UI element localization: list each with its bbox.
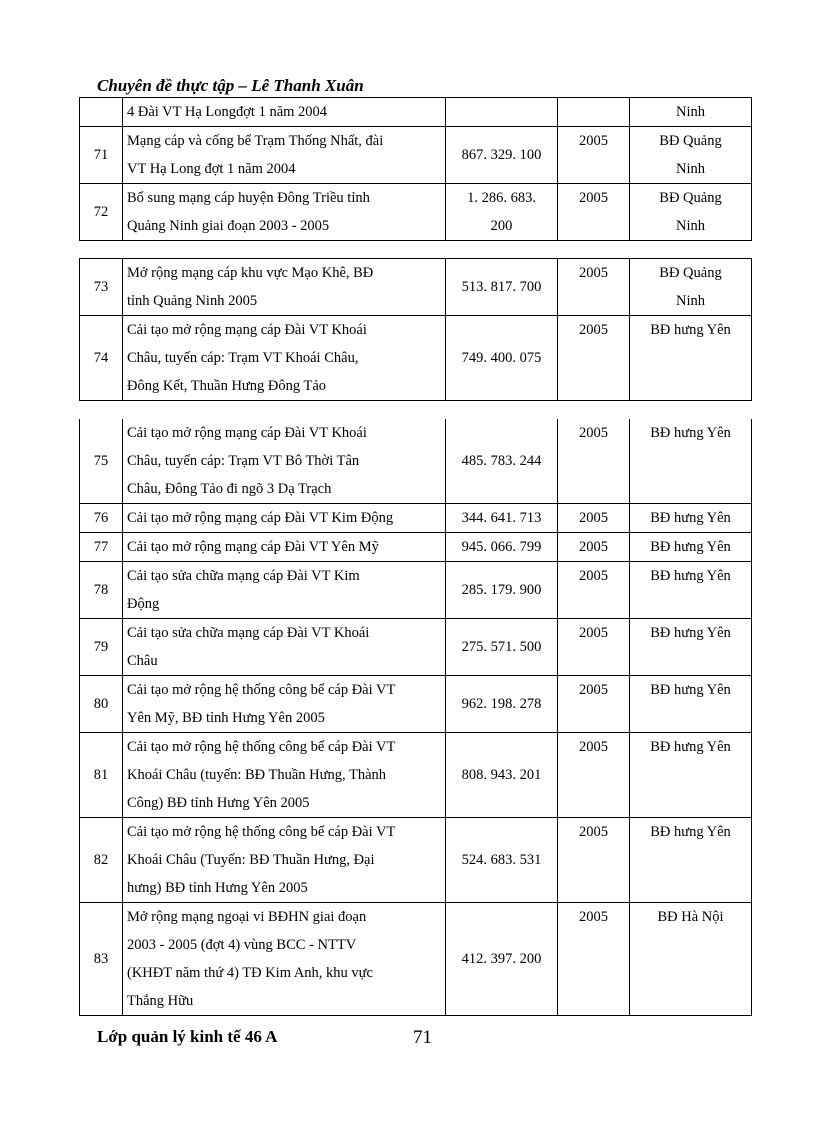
table-row <box>80 316 752 401</box>
cell-description-line: Công) BĐ tỉnh Hưng Yên 2005 <box>127 795 310 811</box>
table-row <box>80 98 752 127</box>
cell-unit <box>630 562 752 619</box>
cell-no <box>80 733 123 818</box>
cell-year-line: 2005 <box>579 425 608 441</box>
cell-unit <box>630 259 752 316</box>
cell-year-line: 2005 <box>579 133 608 149</box>
cell-year-line: 2005 <box>579 909 608 925</box>
cell-no-line: 80 <box>93 696 109 712</box>
cell-description-line: Châu <box>127 653 158 669</box>
footer-class-name: Lớp quản lý kinh tế 46 A <box>97 1027 278 1046</box>
cell-no <box>80 184 123 241</box>
cell-no <box>80 127 123 184</box>
cell-no-line: 72 <box>93 204 109 220</box>
table-row <box>80 733 752 818</box>
cell-year-line: 2005 <box>579 739 608 755</box>
cell-year <box>558 733 630 818</box>
cell-cost-line: 485. 783. 244 <box>461 453 542 469</box>
cell-description <box>123 619 446 676</box>
cell-cost <box>446 504 558 533</box>
cell-no-line: 83 <box>93 951 109 967</box>
cell-cost-line: 945. 066. 799 <box>461 539 542 555</box>
cell-no <box>80 903 123 1016</box>
cell-year <box>558 562 630 619</box>
cell-unit-line: BĐ Quảng <box>659 190 722 206</box>
cell-cost-line: 867. 329. 100 <box>461 147 542 163</box>
cell-year <box>558 184 630 241</box>
cell-no-line: 79 <box>93 639 109 655</box>
cell-description-line: hưng) BĐ tỉnh Hưng Yên 2005 <box>127 880 308 896</box>
cell-description-line: Cải tạo mở rộng hệ thống công bể cáp Đài VT <box>127 824 396 840</box>
cell-no-line: 76 <box>93 510 109 526</box>
cell-description-line: Khoái Châu (Tuyến: BĐ Thuần Hưng, Đại <box>127 852 375 868</box>
cell-description <box>123 562 446 619</box>
cell-unit-line: Ninh <box>676 293 705 309</box>
cell-year <box>558 619 630 676</box>
cell-cost <box>446 562 558 619</box>
cell-cost-line: 749. 400. 075 <box>461 350 542 366</box>
cell-description-line: Cải tạo mở rộng mạng cáp Đài VT Yên Mỹ <box>127 539 379 555</box>
cell-unit-line: Ninh <box>676 218 705 234</box>
cell-unit-line: BĐ hưng Yên <box>650 510 731 526</box>
cell-cost <box>446 676 558 733</box>
project-table-part-3 <box>79 419 752 1016</box>
cell-year-line: 2005 <box>579 539 608 555</box>
cell-cost-line: 1. 286. 683. <box>467 190 536 206</box>
cell-year <box>558 903 630 1016</box>
project-table-part-1 <box>79 97 752 241</box>
cell-no <box>80 676 123 733</box>
cell-unit <box>630 127 752 184</box>
cell-cost <box>446 259 558 316</box>
cell-no <box>80 419 123 504</box>
cell-unit-line: BĐ hưng Yên <box>650 682 731 698</box>
table-row <box>80 419 752 504</box>
cell-year <box>558 818 630 903</box>
cell-year-line: 2005 <box>579 510 608 526</box>
cell-year <box>558 533 630 562</box>
table-row <box>80 184 752 241</box>
cell-description-line: Yên Mỹ, BĐ tỉnh Hưng Yên 2005 <box>127 710 325 726</box>
cell-unit <box>630 903 752 1016</box>
cell-cost-line: 285. 179. 900 <box>461 582 542 598</box>
cell-cost <box>446 184 558 241</box>
cell-description-line: Mở rộng mạng ngoại vi BĐHN giai đoạn <box>127 909 367 925</box>
cell-description-line: Cải tạo mở rộng mạng cáp Đài VT Khoái <box>127 322 367 338</box>
cell-description-line: 4 Đài VT Hạ Longđợt 1 năm 2004 <box>127 104 328 120</box>
cell-description-line: Cải tạo sửa chữa mạng cáp Đài VT Khoái <box>127 625 370 641</box>
cell-no <box>80 818 123 903</box>
cell-no-line <box>80 98 122 126</box>
cell-unit <box>630 316 752 401</box>
cell-no-line: 75 <box>93 453 109 469</box>
cell-year-line: 2005 <box>579 625 608 641</box>
cell-cost <box>446 818 558 903</box>
cell-unit-line: BĐ Quảng <box>659 265 722 281</box>
cell-cost-line: 344. 641. 713 <box>461 510 542 526</box>
cell-year <box>558 676 630 733</box>
cell-description <box>123 419 446 504</box>
cell-description <box>123 127 446 184</box>
cell-unit-line: Ninh <box>676 161 705 177</box>
cell-no <box>80 533 123 562</box>
cell-unit <box>630 619 752 676</box>
cell-description <box>123 98 446 127</box>
cell-description-line: Động <box>127 596 160 612</box>
cell-year <box>558 127 630 184</box>
table-row <box>80 533 752 562</box>
cell-no-line: 81 <box>93 767 109 783</box>
cell-no-line: 74 <box>93 350 109 366</box>
cell-cost-line: 962. 198. 278 <box>461 696 542 712</box>
cell-no-line: 82 <box>93 852 109 868</box>
cell-year-line: 2005 <box>579 322 608 338</box>
table-row <box>80 619 752 676</box>
cell-description-line: Châu, tuyến cáp: Trạm VT Khoái Châu, <box>127 350 359 366</box>
cell-unit-line: BĐ hưng Yên <box>650 322 731 338</box>
table-row <box>80 818 752 903</box>
cell-description-line: Bổ sung mạng cáp huyện Đông Triều tỉnh <box>127 190 370 206</box>
cell-no-line: 73 <box>93 279 109 295</box>
cell-description-line: Thắng Hữu <box>127 993 194 1009</box>
cell-cost <box>446 619 558 676</box>
cell-year <box>558 98 630 127</box>
cell-cost <box>446 533 558 562</box>
cell-cost <box>446 98 558 127</box>
cell-cost <box>446 419 558 504</box>
table-row <box>80 676 752 733</box>
cell-cost <box>446 127 558 184</box>
cell-unit-line: BĐ Hà Nội <box>657 909 724 925</box>
cell-no-line: 71 <box>93 147 109 163</box>
cell-cost-line: 808. 943. 201 <box>461 767 542 783</box>
table-row <box>80 127 752 184</box>
cell-no <box>80 98 123 127</box>
cell-unit-line: Ninh <box>676 104 705 120</box>
cell-year <box>558 316 630 401</box>
cell-year-line: 2005 <box>579 568 608 584</box>
cell-cost-line: 513. 817. 700 <box>461 279 542 295</box>
cell-unit <box>630 733 752 818</box>
cell-description <box>123 818 446 903</box>
cell-unit <box>630 676 752 733</box>
cell-cost-line: 275. 571. 500 <box>461 639 542 655</box>
cell-description <box>123 259 446 316</box>
cell-year <box>558 259 630 316</box>
cell-description-line: Mạng cáp và cống bể Trạm Thống Nhất, đài <box>127 133 384 149</box>
cell-unit <box>630 533 752 562</box>
table-row <box>80 259 752 316</box>
cell-description-line: tỉnh Quảng Ninh 2005 <box>127 293 258 309</box>
page-header-title: Chuyên đề thực tập – Lê Thanh Xuân <box>97 76 364 95</box>
cell-unit-line: BĐ hưng Yên <box>650 539 731 555</box>
cell-description-line: Mở rộng mạng cáp khu vực Mạo Khê, BĐ <box>127 265 374 281</box>
cell-unit <box>630 98 752 127</box>
cell-no <box>80 316 123 401</box>
project-table-part-2 <box>79 258 752 401</box>
cell-year <box>558 504 630 533</box>
cell-no <box>80 562 123 619</box>
table-row <box>80 504 752 533</box>
cell-description-line: 2003 - 2005 (đợt 4) vùng BCC - NTTV <box>127 937 357 953</box>
cell-unit-line: BĐ Quảng <box>659 133 722 149</box>
cell-description-line: Cải tạo sửa chữa mạng cáp Đài VT Kim <box>127 568 360 584</box>
cell-year-line: 2005 <box>579 190 608 206</box>
cell-description <box>123 316 446 401</box>
cell-cost <box>446 733 558 818</box>
table-row <box>80 562 752 619</box>
cell-cost-line: 524. 683. 531 <box>461 852 542 868</box>
cell-description-line: Khoái Châu (tuyến: BĐ Thuần Hưng, Thành <box>127 767 387 783</box>
cell-description-line: Quảng Ninh giai đoạn 2003 - 2005 <box>127 218 330 234</box>
cell-description-line: Cải tạo mở rộng mạng cáp Đài VT Kim Động <box>127 510 394 526</box>
cell-cost-line: 412. 397. 200 <box>461 951 542 967</box>
cell-description-line: (KHĐT năm thứ 4) TĐ Kim Anh, khu vực <box>127 965 373 981</box>
cell-year-line <box>558 98 629 126</box>
cell-cost <box>446 316 558 401</box>
cell-description-line: Cải tạo mở rộng hệ thống công bể cáp Đài VT <box>127 739 396 755</box>
cell-description-line: Đông Kết, Thuần Hưng Đông Tảo <box>127 378 327 394</box>
cell-description <box>123 733 446 818</box>
cell-unit <box>630 419 752 504</box>
table-row <box>80 903 752 1016</box>
cell-unit-line: BĐ hưng Yên <box>650 568 731 584</box>
cell-cost-line: 200 <box>490 218 513 234</box>
cell-no-line: 77 <box>93 539 109 555</box>
cell-no-line: 78 <box>93 582 109 598</box>
cell-year-line: 2005 <box>579 824 608 840</box>
cell-unit-line: BĐ hưng Yên <box>650 824 731 840</box>
cell-year <box>558 419 630 504</box>
cell-unit <box>630 504 752 533</box>
cell-unit <box>630 184 752 241</box>
cell-no <box>80 504 123 533</box>
cell-unit-line: BĐ hưng Yên <box>650 625 731 641</box>
cell-description <box>123 676 446 733</box>
cell-year-line: 2005 <box>579 265 608 281</box>
cell-description-line: Cải tạo mở rộng mạng cáp Đài VT Khoái <box>127 425 367 441</box>
cell-description <box>123 533 446 562</box>
cell-description <box>123 504 446 533</box>
cell-no <box>80 259 123 316</box>
cell-cost <box>446 903 558 1016</box>
cell-cost-line <box>446 98 557 126</box>
cell-description-line: Châu, Đông Tảo đi ngõ 3 Dạ Trạch <box>127 481 332 497</box>
cell-unit <box>630 818 752 903</box>
cell-description <box>123 903 446 1016</box>
page-number: 71 <box>413 1027 432 1048</box>
cell-description-line: Cải tạo mở rộng hệ thống công bể cáp Đài VT <box>127 682 396 698</box>
cell-unit-line: BĐ hưng Yên <box>650 739 731 755</box>
cell-description-line: Châu, tuyến cáp: Trạm VT Bô Thời Tân <box>127 453 360 469</box>
cell-no <box>80 619 123 676</box>
cell-unit-line: BĐ hưng Yên <box>650 425 731 441</box>
cell-description <box>123 184 446 241</box>
cell-year-line: 2005 <box>579 682 608 698</box>
cell-description-line: VT Hạ Long đợt 1 năm 2004 <box>127 161 296 177</box>
